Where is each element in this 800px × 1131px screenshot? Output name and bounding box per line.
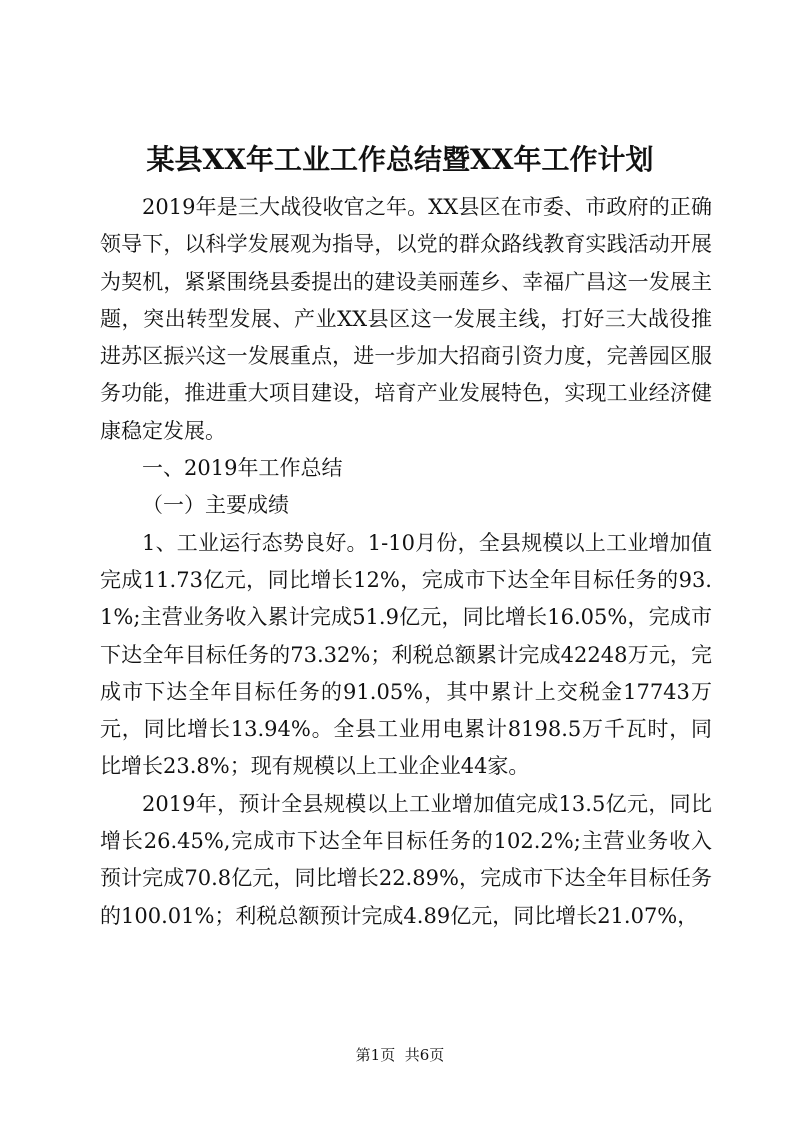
subsection-heading: （一）主要成绩 bbox=[142, 493, 289, 518]
page-number: 第1页 bbox=[355, 1046, 396, 1064]
intro-paragraph: 2019年是三大战役收官之年。XX县区在市委、市政府的正确领导下，以科学发展观为指导，以党的群众路线教育实践活动开展为契机，紧紧围绕县委提出的建设美丽莲乡、幸福广昌这一发展主题，突出转型发展、产业XX县区这一发展主线，打好三大战役推进苏区振兴这一发展重点，进一步加大招商引资力度，完善园区服务功能，推进重大项目建设，培育产业发展特色，实现工业经济健康稳定发展。 bbox=[100, 195, 712, 443]
achievement-paragraph-2: 2019年，预计全县规模以上工业增加值完成13.5亿元，同比增长26.45%,完成市下达全年目标任务的102.2%;主营业务收入预计完成70.8亿元，同比增长22.89%，完成市下达全年目标任务的100.01%；利税总额预计完成4.89亿元，同比增长21.07%， bbox=[100, 791, 712, 928]
achievement-paragraph-1: 1、工业运行态势良好。1-10月份，全县规模以上工业增加值完成11.73亿元，同比增长12%，完成市下达全年目标任务的93.1%;主营业务收入累计完成51.9亿元，同比增长16.05%，完成市下达全年目标任务的73.32%；利税总额累计完成42248万元，完成市下达全年目标任务的91.05%，其中累计上交税金17743万元，同比增长13.94%。全县工业用电累计8198.5万千瓦时，同比增长23.8%；现有规模以上工业企业44家。 bbox=[100, 530, 712, 779]
document-title: 某县XX年工业工作总结暨XX年工作计划 bbox=[146, 143, 654, 176]
section-heading: 一、2019年工作总结 bbox=[142, 456, 343, 481]
page-footer bbox=[0, 1045, 800, 1065]
document-body bbox=[100, 189, 712, 935]
page-total: 共6页 bbox=[404, 1046, 445, 1064]
